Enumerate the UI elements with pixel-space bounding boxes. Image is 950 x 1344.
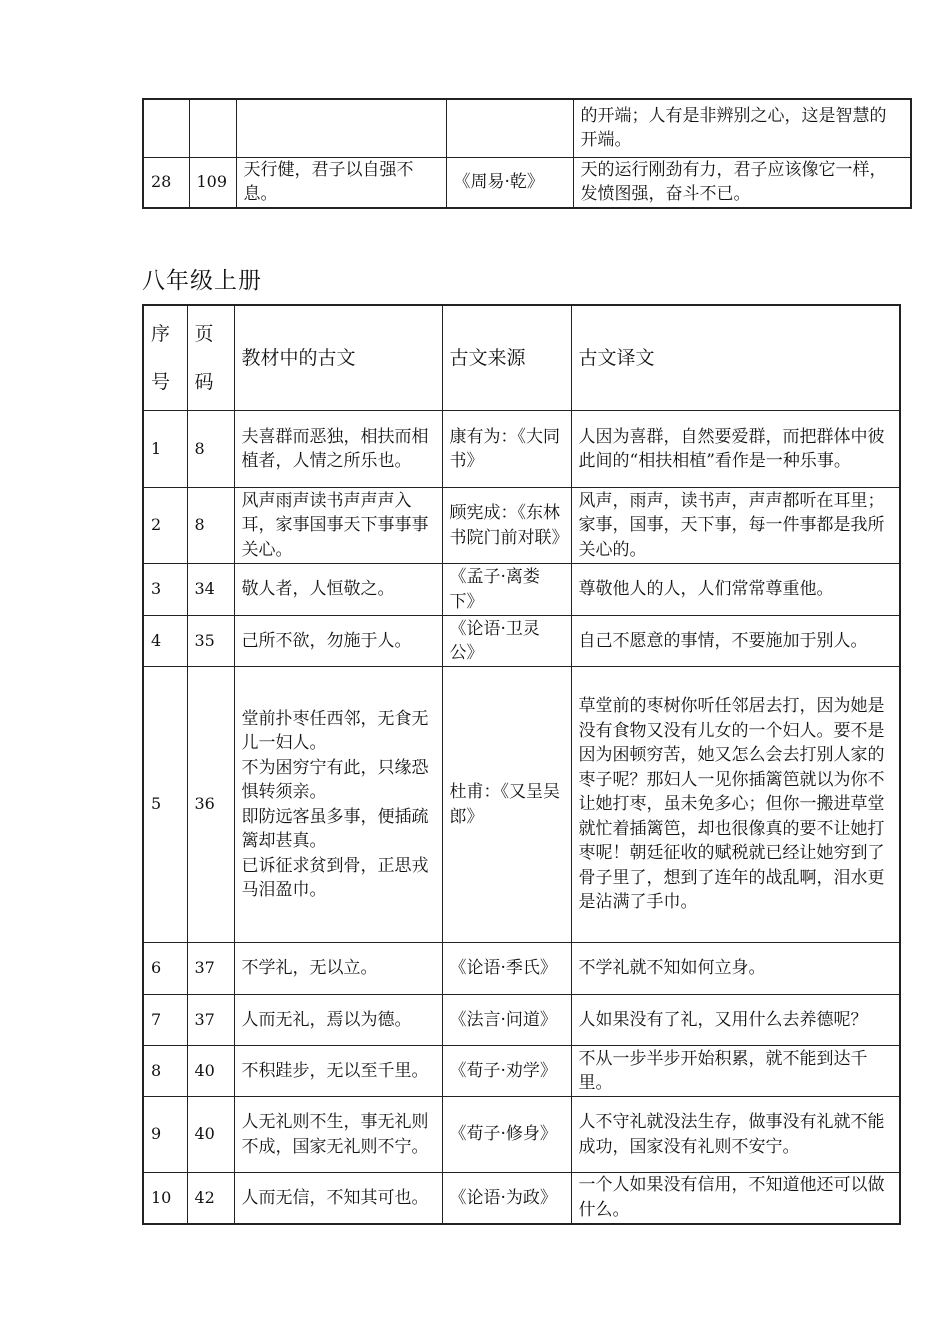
- text-source: 《论语·为政》: [442, 1173, 571, 1224]
- text-source: [446, 99, 573, 157]
- translation: 天的运行刚劲有力，君子应该像它一样，发愤图强，奋斗不已。: [573, 157, 911, 208]
- header-page: 页 码: [187, 305, 234, 411]
- row-number: 7: [143, 995, 187, 1046]
- translation: 人如果没有了礼，又用什么去养德呢？: [571, 995, 900, 1046]
- translation: 一个人如果没有信用，不知道他还可以做什么。: [571, 1173, 900, 1224]
- page-number: 40: [187, 1046, 234, 1097]
- text-source: 《论语·季氏》: [442, 943, 571, 995]
- table-row: [143, 411, 900, 488]
- row-number: 5: [143, 667, 187, 943]
- page-number: 40: [187, 1097, 234, 1173]
- row-number: 28: [143, 157, 189, 208]
- table-row: [143, 616, 900, 667]
- classical-text: 己所不欲，勿施于人。: [234, 616, 442, 667]
- classical-text: 人而无礼，焉以为德。: [234, 995, 442, 1046]
- poem-line: 堂前扑枣任西邻，无食无儿一妇人。: [241, 708, 429, 753]
- row-number: 3: [143, 564, 187, 616]
- classical-text: 敬人者，人恒敬之。: [234, 564, 442, 616]
- classical-text: [236, 99, 446, 157]
- row-number: 2: [143, 488, 187, 564]
- row-number: 10: [143, 1173, 187, 1224]
- table-row: [143, 667, 900, 943]
- page-number: 37: [187, 943, 234, 995]
- header-classical-text: 教材中的古文: [234, 305, 442, 411]
- table-row: [143, 564, 900, 616]
- table-row: [143, 943, 900, 995]
- page-number: [189, 99, 236, 157]
- text-source: 《周易·乾》: [446, 157, 573, 208]
- classical-text: 人无礼则不生，事无礼则不成，国家无礼则不宁。: [234, 1097, 442, 1173]
- page-number: 34: [187, 564, 234, 616]
- classical-text: 天行健，君子以自强不息。: [236, 157, 446, 208]
- text-source: 《法言·问道》: [442, 995, 571, 1046]
- poem-line: 不为困穷宁有此，只缘恐惧转须亲。: [241, 757, 429, 802]
- table-row: [143, 488, 900, 564]
- text-source: 康有为：《大同书》: [442, 411, 571, 488]
- header-source: 古文来源: [442, 305, 571, 411]
- row-number: 1: [143, 411, 187, 488]
- section-heading: 八年级上册: [142, 268, 262, 294]
- header-number: 序 号: [143, 305, 187, 411]
- row-number: 6: [143, 943, 187, 995]
- table-row: [143, 995, 900, 1046]
- header-translation: 古文译文: [571, 305, 900, 411]
- text-source: 《论语·卫灵公》: [442, 616, 571, 667]
- translation: 风声，雨声，读书声，声声都听在耳里；家事，国事，天下事，每一件事都是我所关心的。: [571, 488, 900, 564]
- main-table: [142, 304, 901, 1225]
- classical-text: [234, 667, 442, 943]
- row-number: 4: [143, 616, 187, 667]
- page-number: 37: [187, 995, 234, 1046]
- page-number: 109: [189, 157, 236, 208]
- row-number: [143, 99, 189, 157]
- page-number: 8: [187, 411, 234, 488]
- page-number: 35: [187, 616, 234, 667]
- page-number: 42: [187, 1173, 234, 1224]
- table-row: [143, 99, 911, 157]
- text-source: 顾宪成：《东林书院门前对联》: [442, 488, 571, 564]
- page-number: 8: [187, 488, 234, 564]
- text-source: 《荀子·修身》: [442, 1097, 571, 1173]
- table-row: [143, 157, 911, 208]
- classical-text: 不学礼，无以立。: [234, 943, 442, 995]
- translation: 尊敬他人的人，人们常常尊重他。: [571, 564, 900, 616]
- text-source: 杜甫：《又呈吴郎》: [442, 667, 571, 943]
- translation: 人不守礼就没法生存，做事没有礼就不能成功，国家没有礼则不安宁。: [571, 1097, 900, 1173]
- translation: 人因为喜群，自然要爱群，而把群体中彼此间的“相扶相植”看作是一种乐事。: [571, 411, 900, 488]
- classical-text: 不积跬步，无以至千里。: [234, 1046, 442, 1097]
- page-number: 36: [187, 667, 234, 943]
- translation: 的开端；人有是非辨别之心，这是智慧的开端。: [573, 99, 911, 157]
- table-row: [143, 1097, 900, 1173]
- translation: 不从一步半步开始积累，就不能到达千里。: [571, 1046, 900, 1097]
- translation: 不学礼就不知如何立身。: [571, 943, 900, 995]
- classical-text: 人而无信，不知其可也。: [234, 1173, 442, 1224]
- classical-text: 夫喜群而恶独，相扶而相植者，人情之所乐也。: [234, 411, 442, 488]
- row-number: 9: [143, 1097, 187, 1173]
- table-row: [143, 1173, 900, 1224]
- text-source: 《孟子·离娄下》: [442, 564, 571, 616]
- table-row: [143, 1046, 900, 1097]
- row-number: 8: [143, 1046, 187, 1097]
- poem-line: 即防远客虽多事，便插疏篱却甚真。: [241, 806, 429, 851]
- continuation-table: [142, 98, 912, 209]
- translation: 自己不愿意的事情，不要施加于别人。: [571, 616, 900, 667]
- poem-line: 已诉征求贫到骨，正思戎马泪盈巾。: [241, 855, 429, 900]
- table-header-row: [143, 305, 900, 411]
- classical-text: 风声雨声读书声声声入耳，家事国事天下事事事关心。: [234, 488, 442, 564]
- text-source: 《荀子·劝学》: [442, 1046, 571, 1097]
- translation: 草堂前的枣树你听任邻居去打，因为她是没有食物又没有儿女的一个妇人。要不是因为困顿穷苦，她又怎么会去打别人家的枣子呢？那妇人一见你插篱笆就以为你不让她打枣，虽未免多心；但你一搬进草堂就忙着插篱笆，却也很像真的要不让她打枣呢！朝廷征收的赋税就已经让她穷到了骨子里了，想到了连年的战乱啊，泪水更是沾满了手巾。: [571, 667, 900, 943]
